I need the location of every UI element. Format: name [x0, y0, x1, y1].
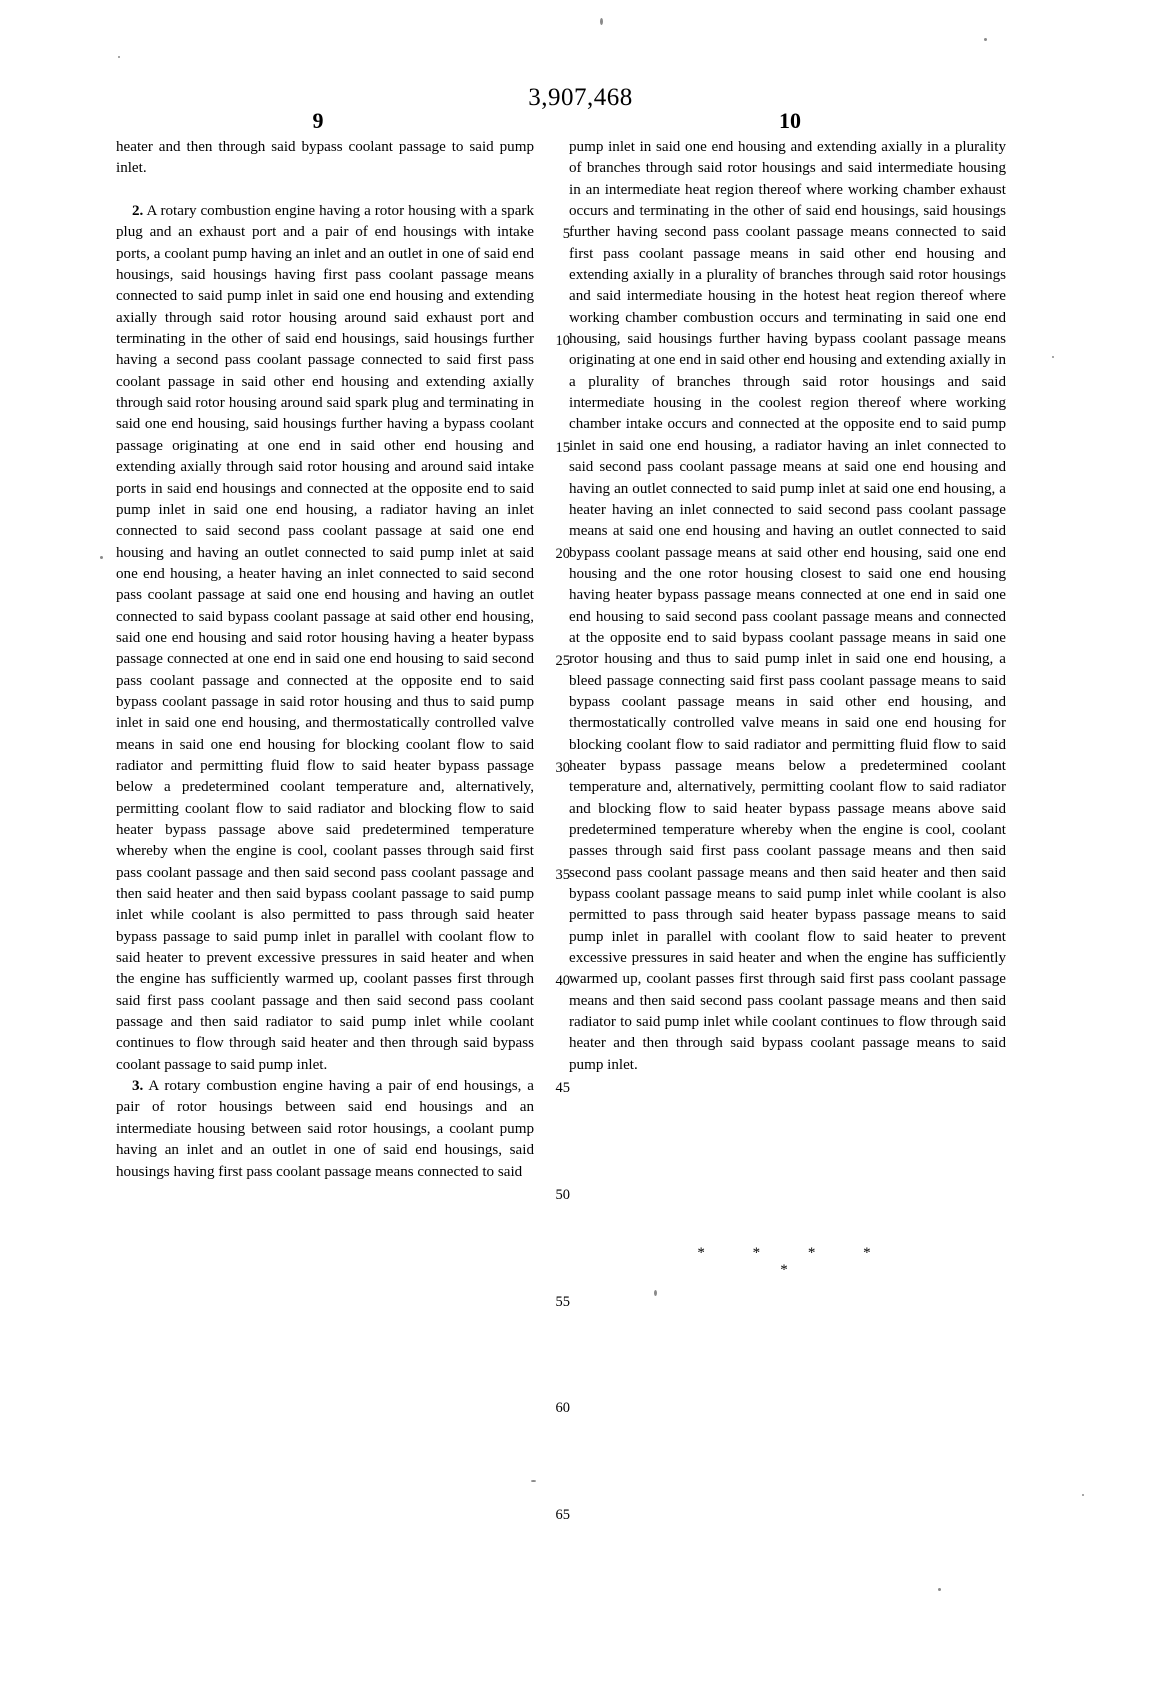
line-number: 5 — [562, 226, 570, 242]
line-number: 40 — [555, 973, 570, 990]
line-number: 55 — [555, 1293, 570, 1310]
line-number: 60 — [555, 1400, 570, 1417]
claim-3-continuation: pump inlet in said one end housing and extending axially in a plurality of branches through said rotor housings and said intermediate housing in an intermediate heat region thereof where working chamber exhaust occurs and terminating in the other of said end housings, said housings further having second pass coolant passage means connected to said first pass coolant passage means in said other end housing and extending axially in a plurality of branches through said rotor housings and said intermediate housing in the hotest heat region thereof where working chamber combustion occurs and terminating in said one end housing, said housings further having bypass coolant passage means originating at one end in said other end housing and extending axially in a plurality of branches through said rotor housings and said intermediate housing in the coolest region thereof where working chamber intake occurs and connected at the opposite end to said pump inlet in said one end housing, a radiator having an inlet connected to said second pass coolant passage means at said one end housing and having an outlet connected to said pump inlet at said one end housing, a heater having an inlet connected to said second pass coolant passage means at said one end housing and having an outlet connected to said bypass coolant passage means at said other end housing, said one end housing and the one rotor housing closest to said one end housing having heater bypass passage means connected at one end in said one end housing to said second pass coolant passage means and connected at the opposite end to said bypass coolant passage means in said one rotor housing and thus to said pump inlet in said one end housing, a bleed passage connecting said first pass coolant passage means to said bypass coolant passage means in said other end housing, and thermostatically controlled valve means in said one end housing for blocking coolant flow to said radiator and permitting fluid flow to said heater bypass passage means below a predetermined coolant temperature and, alternatively, permitting coolant flow to said radiator and blocking flow to said heater bypass passage means above said predetermined temperature whereby when the engine is cool, coolant passes through said first pass coolant passage means and then said second pass coolant passage means and then said heater and then said bypass coolant passage means to said pump inlet while coolant is also permitted to pass through said heater bypass passage means to said pump inlet in parallel with coolant flow to said heater to prevent excessive pressures in said heater and when the engine has sufficiently warmed up, coolant passes first through said first pass coolant passage means and then said second pass coolant passage means and then said radiator to said pump inlet while coolant continues to flow through said heater and then through said bypass coolant passage means to said pump inlet. — [569, 139, 1006, 1073]
line-number: 65 — [555, 1507, 570, 1523]
claim-2-body: A rotary combustion engine having a rotor housing with a spark plug and an exhaust port and a pair of end housings with intake ports, a coolant pump having an inlet and an outlet in one of said end housings, said housings having first pass coolant passage means connected to said pump inlet in said one end housing and extending axially through said rotor housing around said exhaust port and terminating in the other of said end housings, said housings further having a second pass coolant passage connected to said first pass coolant passage in said other end housing and extending axially through said rotor housing around said spark plug and terminating in said one end housing, said housings further having a bypass coolant passage originating at one end in said other end housing and extending axially through said rotor housing and around said intake ports in said end housings and connected at the opposite end to said pump inlet in said one end housing, a radiator having an inlet connected to said second pass coolant passage at said one end housing and having an outlet connected to said pump inlet at said one end housing, a heater having an inlet connected to said second pass coolant passage at said one end housing and having an outlet connected to said bypass coolant passage at said other end housing, said one end housing and said rotor housing having a heater bypass passage connected at one end in said one end housing to said second pass coolant passage and connected at the opposite end to said bypass coolant passage in said rotor housing and thus to said pump inlet in said one end housing, and thermostatically controlled valve means in said one end housing for blocking coolant flow to said radiator and permitting fluid flow to said heater bypass passage below a predetermined coolant temperature and, alternatively, permitting coolant flow to said radiator and blocking flow to said heater bypass passage above said predetermined temperature whereby when the engine is cool, coolant passes through said first pass coolant passage and then said second pass coolant passage and then said heater and then said bypass coolant passage to said pump inlet while coolant is also permitted to pass through said heater bypass passage to said pump inlet in parallel with coolant flow to said heater to prevent excessive pressures in said heater and when the engine has sufficiently warmed up, coolant passes first through said first pass coolant passage and then said second pass coolant passage and then said radiator to said pump inlet while coolant continues to flow through said heater and then through said bypass coolant passage to said pump inlet. — [116, 203, 534, 1073]
line-number: 30 — [555, 759, 570, 776]
scan-speckle — [1052, 356, 1054, 358]
claim-2-number: 2. — [132, 203, 144, 220]
scan-speckle — [654, 1290, 657, 1296]
claim-2 — [116, 201, 534, 1076]
line-number: 50 — [555, 1186, 570, 1203]
column-number-left: 9 — [312, 108, 324, 133]
line-number: 10 — [555, 332, 570, 349]
scan-speckle — [531, 1480, 536, 1482]
text-column-right — [569, 137, 1006, 1076]
column-number-right: 10 — [779, 108, 801, 133]
scan-speckle — [938, 1588, 941, 1591]
claim-3-body: A rotary combustion engine having a pair of end housings, a pair of rotor housings between said end housings and an intermediate housing between said rotor housings, a coolant pump having an inlet and an outlet in one of said end housings, said housings having first pass coolant passage means connected to said — [116, 1078, 534, 1180]
scan-speckle — [984, 38, 987, 41]
scan-speckle — [600, 18, 603, 25]
text-column-left — [116, 137, 534, 1183]
line-number: 15 — [555, 439, 570, 456]
line-number: 20 — [555, 546, 570, 563]
claim-3-number: 3. — [132, 1078, 144, 1095]
paragraph-continued: heater and then through said bypass coolant passage to said pump inlet. — [116, 139, 534, 177]
line-number: 25 — [555, 653, 570, 669]
line-number: 35 — [555, 866, 570, 883]
scan-speckle — [1082, 1494, 1084, 1496]
end-of-patent-asterisks: * * * * * — [697, 1245, 893, 1278]
scan-speckle — [118, 56, 120, 58]
claim-3 — [116, 1076, 534, 1183]
patent-number: 3,907,468 — [528, 84, 633, 111]
line-number: 45 — [555, 1080, 570, 1096]
scan-speckle — [100, 556, 103, 559]
